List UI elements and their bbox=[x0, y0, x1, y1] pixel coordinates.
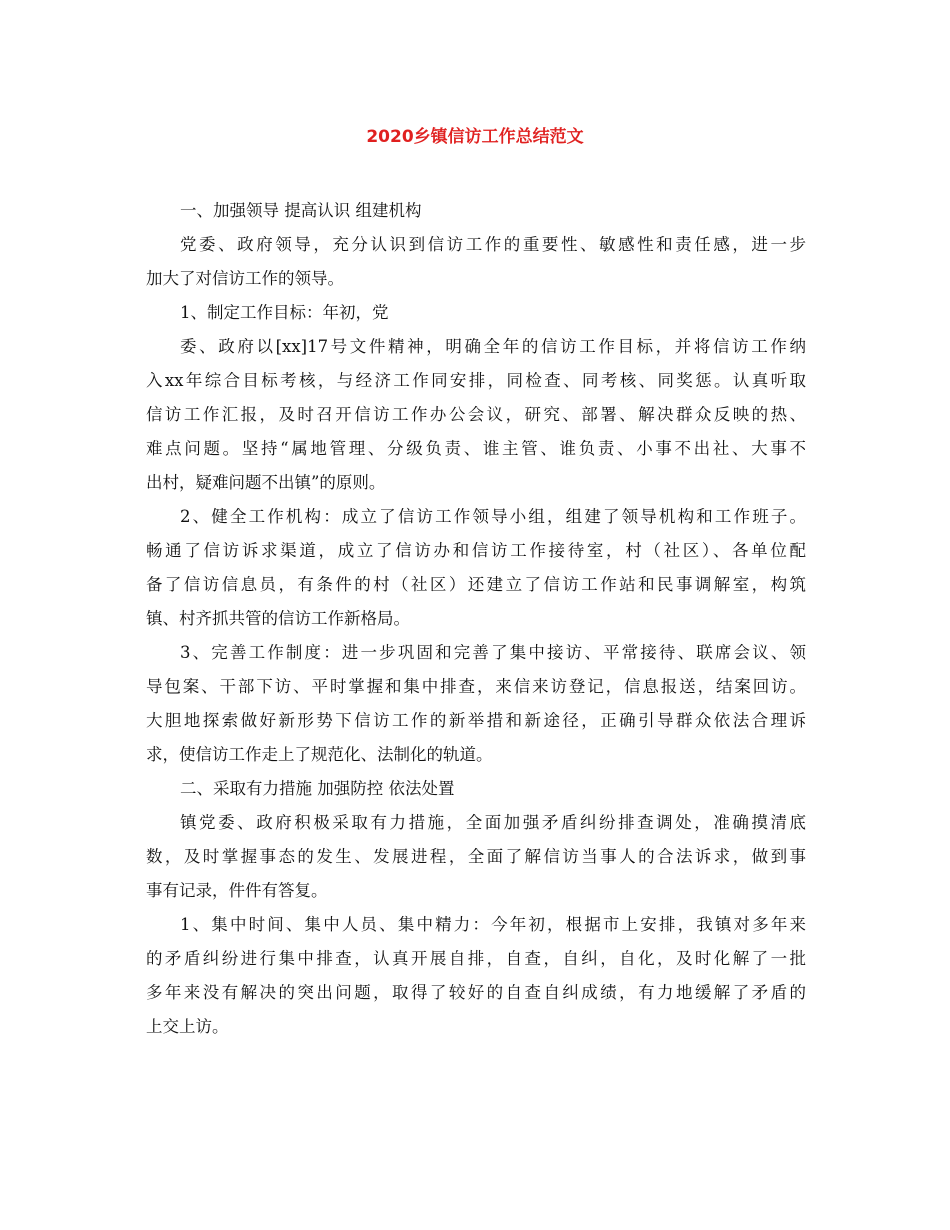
text-line: 2、健全工作机构：成立了信访工作领导小组，组建了领导机构和工作班子。 bbox=[180, 507, 806, 526]
text-line: 委、政府以[xx]17号文件精神，明确全年的信访工作目标，并将信访工作纳 bbox=[180, 337, 806, 356]
document-body bbox=[146, 194, 806, 1044]
text-line: 上交上访。 bbox=[146, 1017, 229, 1036]
section-heading: 一、加强领导 提高认识 组建机构 bbox=[180, 201, 422, 220]
text-line: 多年来没有解决的突出问题，取得了较好的自查自纠成绩，有力地缓解了矛盾的 bbox=[146, 983, 806, 1002]
text-line: 畅通了信访诉求渠道，成立了信访办和信访工作接待室，村（社区）、各单位配 bbox=[146, 541, 806, 560]
document-title: 2020乡镇信访工作总结范文 bbox=[366, 127, 584, 147]
text-line: 党委、政府领导，充分认识到信访工作的重要性、敏感性和责任感，进一步 bbox=[180, 235, 806, 254]
text-line: 1、制定工作目标：年初，党 bbox=[180, 303, 389, 322]
text-line: 导包案、干部下访、平时掌握和集中排查，来信来访登记，信息报送，结案回访。 bbox=[146, 677, 806, 696]
text-line: 出村，疑难问题不出镇”的原则。 bbox=[146, 473, 386, 492]
text-line: 3、完善工作制度：进一步巩固和完善了集中接访、平常接待、联席会议、领 bbox=[180, 643, 806, 662]
text-line: 信访工作汇报，及时召开信访工作办公会议，研究、部署、解决群众反映的热、 bbox=[146, 405, 806, 424]
text-line: 大胆地探索做好新形势下信访工作的新举措和新途径，正确引导群众依法合理诉 bbox=[146, 711, 806, 730]
text-line: 难点问题。坚持“属地管理、分级负责、谁主管、谁负责、小事不出社、大事不 bbox=[146, 439, 806, 458]
section-heading: 二、采取有力措施 加强防控 依法处置 bbox=[180, 779, 455, 798]
text-line: 事有记录，件件有答复。 bbox=[146, 881, 328, 900]
text-line: 数，及时掌握事态的发生、发展进程，全面了解信访当事人的合法诉求，做到事 bbox=[146, 847, 806, 866]
text-line: 求，使信访工作走上了规范化、法制化的轨道。 bbox=[146, 745, 493, 764]
text-line: 的矛盾纠纷进行集中排查，认真开展自排，自查，自纠，自化，及时化解了一批 bbox=[146, 949, 806, 968]
text-line: 镇党委、政府积极采取有力措施，全面加强矛盾纠纷排查调处，准确摸清底 bbox=[180, 813, 806, 832]
text-line: 1、集中时间、集中人员、集中精力：今年初，根据市上安排，我镇对多年来 bbox=[180, 915, 806, 934]
text-line: 备了信访信息员，有条件的村（社区）还建立了信访工作站和民事调解室，构筑 bbox=[146, 575, 806, 594]
text-line: 加大了对信访工作的领导。 bbox=[146, 269, 344, 288]
text-line: 镇、村齐抓共管的信访工作新格局。 bbox=[146, 609, 410, 628]
text-line: 入xx年综合目标考核，与经济工作同安排，同检查、同考核、同奖惩。认真听取 bbox=[146, 371, 806, 390]
